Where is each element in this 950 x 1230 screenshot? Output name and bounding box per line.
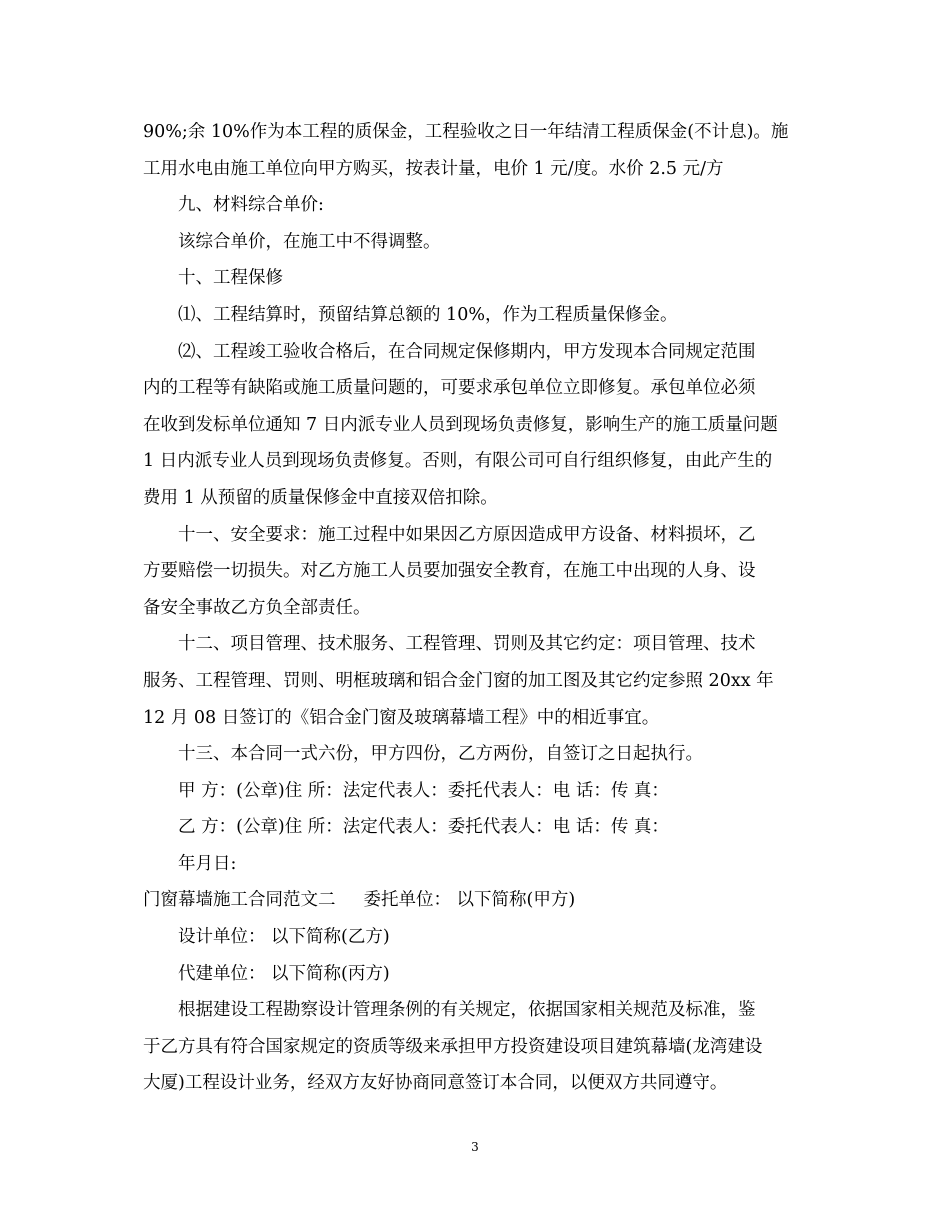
client-unit-line: 委托单位： 以下简称(甲方) — [363, 890, 576, 911]
contract-title-line — [143, 882, 811, 919]
page-number: 3 — [471, 1140, 479, 1154]
text-line: 备安全事故乙方负全部责任。 — [143, 597, 371, 618]
text-line: 内的工程等有缺陷或施工质量问题的，可要求承包单位立即修复。承包单位必须 — [143, 378, 756, 399]
text-line: 工用水电由施工单位向甲方购买，按表计量，电价 1 元/度。水价 2.5 元/方 — [143, 158, 724, 179]
text-line: 在收到发标单位通知 7 日内派专业人员到现场负责修复，影响生产的施工质量问题 — [143, 414, 778, 435]
section-heading: 九、材料综合单价: — [178, 195, 324, 216]
document-body — [143, 114, 811, 1102]
text-line: 1 日内派专业人员到现场负责修复。否则，有限公司可自行组织修复，由此产生的 — [143, 451, 773, 472]
text-line: 方要赔偿一切损失。对乙方施工人员要加强安全教育，在施工中出现的人身、设 — [143, 561, 756, 582]
agent-unit-line: 代建单位： 以下简称(丙方) — [178, 963, 390, 984]
text-line: 费用 1 从预留的质量保修金中直接双倍扣除。 — [143, 487, 498, 508]
text-line: 大厦)工程设计业务，经双方友好协商同意签订本合同，以便双方共同遵守。 — [143, 1073, 728, 1094]
signature-line-party-a: 甲 方：(公章)住 所：法定代表人：委托代表人：电 话：传 真： — [178, 780, 669, 801]
text-line: 根据建设工程勘察设计管理条例的有关规定，依据国家相关规范及标准，鉴 — [178, 1000, 756, 1021]
text-line: 十一、安全要求：施工过程中如果因乙方原因造成甲方设备、材料损坏，乙 — [178, 524, 756, 545]
design-unit-line: 设计单位： 以下简称(乙方) — [178, 927, 390, 948]
text-line: 12 月 08 日签订的《铝合金门窗及玻璃幕墙工程》中的相近事宜。 — [143, 707, 660, 728]
text-line: ⑵、工程竣工验收合格后，在合同规定保修期内，甲方发现本合同规定范围 — [178, 341, 756, 362]
text-line: 十三、本合同一式六份，甲方四份，乙方两份，自签订之日起执行。 — [178, 744, 703, 765]
text-line: 十二、项目管理、技术服务、工程管理、罚则及其它约定：项目管理、技术 — [178, 634, 756, 655]
text-line: 服务、工程管理、罚则、明框玻璃和铝合金门窗的加工图及其它约定参照 20xx 年 — [143, 670, 774, 691]
section-heading: 十、工程保修 — [178, 268, 283, 289]
contract-title: 门窗幕墙施工合同范文二 — [143, 890, 336, 911]
text-line: 于乙方具有符合国家规定的资质等级来承担甲方投资建设项目建筑幕墙(龙湾建设 — [143, 1036, 763, 1057]
text-line: 90%;余 10%作为本工程的质保金，工程验收之日一年结清工程质保金(不计息)。施 — [143, 122, 789, 142]
text-line: ⑴、工程结算时，预留结算总额的 10%，作为工程质量保修金。 — [178, 304, 678, 325]
signature-line-party-b: 乙 方：(公章)住 所：法定代表人：委托代表人：电 话：传 真： — [178, 817, 669, 838]
date-line: 年月日: — [178, 853, 237, 874]
text-line: 该综合单价，在施工中不得调整。 — [178, 231, 441, 252]
